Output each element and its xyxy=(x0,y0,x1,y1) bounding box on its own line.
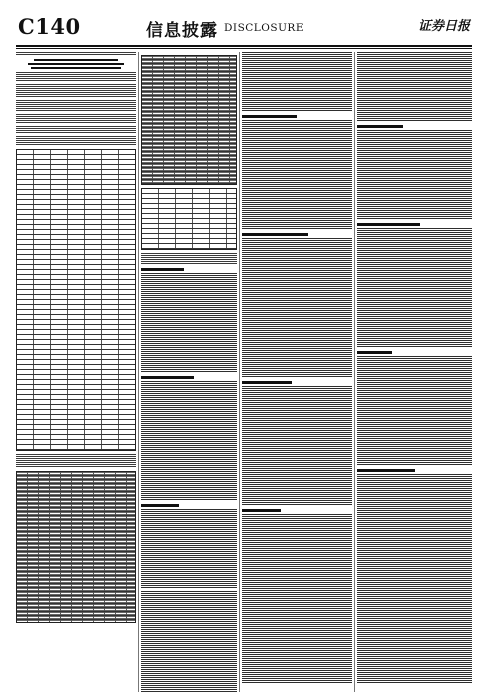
body-text xyxy=(242,120,352,230)
page-number: C140 xyxy=(18,14,81,39)
column-divider xyxy=(138,52,139,692)
section-heading xyxy=(141,376,194,379)
section-heading xyxy=(242,233,308,236)
body-text xyxy=(357,52,472,122)
announcement-headline xyxy=(16,59,136,69)
column-divider xyxy=(239,52,240,692)
body-text xyxy=(242,386,352,506)
body-text xyxy=(357,474,472,684)
announcement-body-text xyxy=(16,100,136,112)
section-heading xyxy=(141,504,179,507)
body-text xyxy=(242,238,352,378)
column-2 xyxy=(141,52,237,692)
section-title-cn: 信息披露 xyxy=(146,21,218,41)
masthead-rule-thin xyxy=(16,48,472,49)
data-table xyxy=(141,55,237,185)
body-text xyxy=(242,514,352,684)
section-heading xyxy=(357,351,392,354)
column-3 xyxy=(242,52,352,692)
body-text xyxy=(141,381,237,501)
section-heading xyxy=(357,125,403,128)
column-1 xyxy=(16,52,136,692)
body-text xyxy=(357,130,472,220)
column-divider xyxy=(354,52,355,692)
body-text xyxy=(141,509,237,589)
announcement-body-text xyxy=(16,114,136,124)
announcement-body-text xyxy=(16,136,136,146)
announcement-body-text xyxy=(16,84,136,98)
newspaper-logo: 证券日报 xyxy=(417,19,470,34)
body-text xyxy=(242,52,352,112)
section-heading xyxy=(242,115,297,118)
masthead-rule-thick xyxy=(16,45,472,47)
section-heading xyxy=(357,469,415,472)
data-table xyxy=(16,471,136,623)
announcement-notice-text xyxy=(16,72,136,82)
body-text xyxy=(357,228,472,348)
announcement-body-text xyxy=(16,126,136,134)
body-text xyxy=(141,273,237,373)
announcement-header-codes xyxy=(16,52,136,56)
section-heading xyxy=(242,509,281,512)
table-notes-text xyxy=(16,454,136,468)
column-4 xyxy=(357,52,472,692)
section-heading xyxy=(141,268,184,271)
body-text xyxy=(357,356,472,466)
body-text xyxy=(141,253,237,265)
body-text xyxy=(141,591,237,692)
data-table xyxy=(16,149,136,451)
section-title-en: DISCLOSURE xyxy=(224,22,304,34)
data-table xyxy=(141,188,237,250)
section-heading xyxy=(357,223,420,226)
section-heading xyxy=(242,381,292,384)
masthead xyxy=(16,14,472,46)
